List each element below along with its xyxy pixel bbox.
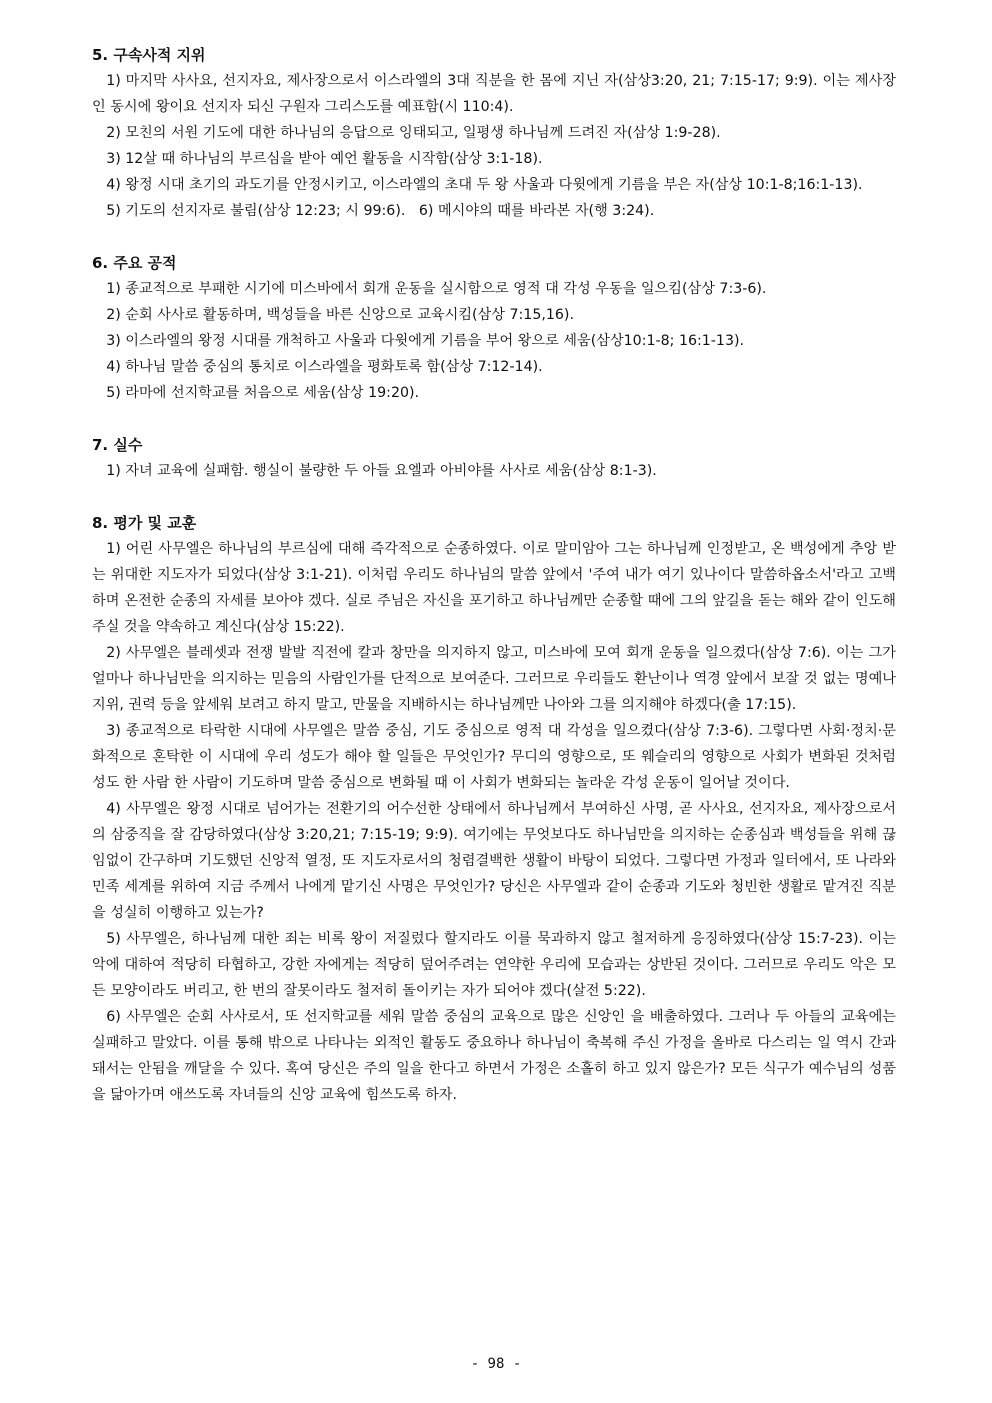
- paragraph: 3) 종교적으로 타락한 시대에 사무엘은 말씀 중심, 기도 중심으로 영적 대 각성을 일으켰다(삼상 7:3-6). 그렇다면 사회·정치·문화적으로 혼탁한 이 시대에 우리 성도가 해야 할 일들은 무엇인가? 무디의 영향으로, 또 웨슬리의 영향으로 사회가 변화된 것처럼 성도 한 사람 한 사람이 기도하며 말씀 중심으로 변화될 때 이 사회가 변화되는 놀라운 각성 운동이 일어날 것이다.: [92, 723, 896, 791]
- paragraph: 2) 순회 사사로 활동하며, 백성들을 바른 신앙으로 교육시킴(삼상 7:15,16).: [106, 307, 574, 323]
- paragraph: 3) 이스라엘의 왕정 시대를 개척하고 사울과 다윗에게 기름을 부어 왕으로 세움(삼상10:1-8; 16:1-13).: [106, 333, 745, 349]
- document-body: [92, 42, 896, 1134]
- paragraph: 1) 마지막 사사요, 선지자요, 제사장으로서 이스라엘의 3대 직분을 한 몸에 지닌 자(삼상3:20, 21; 7:15-17; 9:9). 이는 제사장인 동시에 왕이요 선지자 되신 구원자 그리스도를 예표함(시 110:4).: [92, 73, 896, 115]
- section-heading: 5. 구속사적 지위: [92, 46, 206, 64]
- paragraph: 4) 사무엘은 왕정 시대로 넘어가는 전환기의 어수선한 상태에서 하나님께서 부여하신 사명, 곧 사사요, 선지자요, 제사장으로서의 삼중직을 잘 감당하였다(삼상 3:20,21; 7:15-19; 9:9). 여기에는 무엇보다도 하나님만을 의지하는 순종심과 백성들을 위해 끊임없이 간구하며 기도했던 신앙적 열정, 또 지도자로서의 청렴결백한 생활이 바탕이 되었다. 그렇다면 가정과 일터에서, 또 나라와 민족 세계를 위하여 지금 주께서 나에게 맡기신 사명은 무엇인가? 당신은 사무엘과 같이 순종과 기도와 청빈한 생활로 맡겨진 직분을 성실히 이행하고 있는가?: [92, 801, 896, 921]
- section-major-achievements: [92, 250, 896, 406]
- paragraph: 1) 자녀 교육에 실패함. 행실이 불량한 두 아들 요엘과 아비야를 사사로 세움(삼상 8:1-3).: [106, 463, 657, 479]
- paragraph: 5) 사무엘은, 하나님께 대한 죄는 비록 왕이 저질렀다 할지라도 이를 묵과하지 않고 철저하게 응징하였다(삼상 15:7-23). 이는 악에 대하여 적당히 타협하고, 강한 자에게는 적당히 덮어주려는 연약한 우리에 모습과는 상반된 것이다. 그러므로 우리도 악은 모든 모양이라도 버리고, 한 번의 잘못이라도 철저히 돌이키는 자가 되어야 겠다(살전 5:22).: [92, 931, 896, 999]
- paragraph: 1) 종교적으로 부패한 시기에 미스바에서 회개 운동을 실시함으로 영적 대 각성 우동을 일으킴(삼상 7:3-6).: [106, 281, 767, 297]
- paragraph: 3) 12살 때 하나님의 부르심을 받아 예언 활동을 시작함(삼상 3:1-18).: [106, 151, 543, 167]
- paragraph: 2) 사무엘은 블레셋과 전쟁 발발 직전에 칼과 창만을 의지하지 않고, 미스바에 모여 회개 운동을 일으켰다(삼상 7:6). 이는 그가 얼마나 하나님만을 의지하는 믿음의 사람인가를 단적으로 보여준다. 그러므로 우리들도 환난이나 역경 앞에서 보잘 것 없는 명예나 지위, 권력 등을 앞세워 보려고 하지 말고, 만물을 지배하시는 하나님께만 나아와 그를 의지해야 하겠다(출 17:15).: [92, 645, 896, 713]
- paragraph: 4) 하나님 말씀 중심의 통치로 이스라엘을 평화토록 함(삼상 7:12-14).: [106, 359, 543, 375]
- paragraph: 2) 모친의 서원 기도에 대한 하나님의 응답으로 잉태되고, 일평생 하나님께 드려진 자(삼상 1:9-28).: [106, 125, 721, 141]
- paragraph: 5) 라마에 선지학교를 처음으로 세움(삼상 19:20).: [106, 385, 420, 401]
- section-heading: 6. 주요 공적: [92, 254, 177, 272]
- section-redemptive-position: [92, 42, 896, 224]
- paragraph: 1) 어린 사무엘은 하나님의 부르심에 대해 즉각적으로 순종하였다. 이로 말미암아 그는 하나님께 인정받고, 온 백성에게 추앙 받는 위대한 지도자가 되었다(삼상 3:1-21). 이처럼 우리도 하나님의 말씀 앞에서 '주여 내가 여기 있나이다 말씀하옵소서'라고 고백하며 온전한 순종의 자세를 보아야 겠다. 실로 주님은 자신을 포기하고 하나님께만 순종할 때에 그의 앞길을 돋는 해와 같이 인도해 주실 것을 약속하고 계신다(삼상 15:22).: [92, 541, 896, 635]
- paragraph: 5) 기도의 선지자로 불림(삼상 12:23; 시 99:6). 6) 메시야의 때를 바라본 자(행 3:24).: [106, 203, 655, 219]
- section-evaluation-lessons: [92, 510, 896, 1108]
- section-heading: 8. 평가 및 교훈: [92, 514, 197, 532]
- paragraph: 4) 왕정 시대 초기의 과도기를 안정시키고, 이스라엘의 초대 두 왕 사울과 다윗에게 기름을 부은 자(삼상 10:1-8;16:1-13).: [106, 177, 863, 193]
- page-number: - 98 -: [470, 1356, 522, 1372]
- paragraph: 6) 사무엘은 순회 사사로서, 또 선지학교를 세워 말씀 중심의 교육으로 많은 신앙인 을 배출하였다. 그러나 두 아들의 교육에는 실패하고 말았다. 이를 통해 밖으로 나타나는 외적인 활동도 중요하나 하나님이 축복해 주신 가정을 올바로 다스리는 일 역시 간과돼서는 안됨을 깨달을 수 있다. 혹여 당신은 주의 일을 한다고 하면서 가정은 소홀히 하고 있지 않은가? 모든 식구가 예수님의 성품을 닮아가며 애쓰도록 자녀들의 신앙 교육에 힘쓰도록 하자.: [92, 1009, 896, 1103]
- section-mistakes: [92, 432, 896, 484]
- section-heading: 7. 실수: [92, 436, 143, 454]
